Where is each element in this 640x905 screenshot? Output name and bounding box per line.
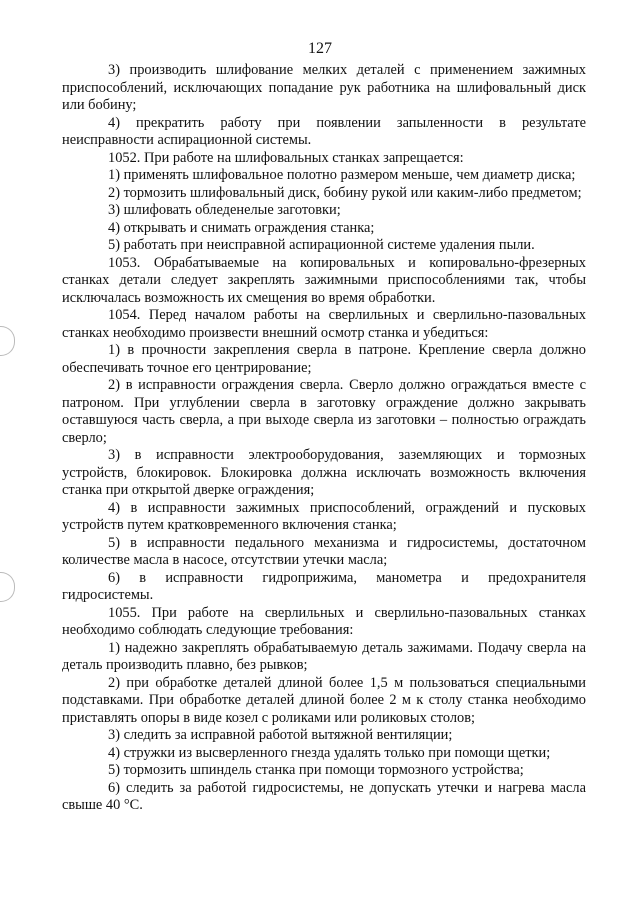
- paragraph: 3) производить шлифование мелких деталей с применением зажимных приспособлений, исключающих попадание рук работника на шлифовальный диск или бобину;: [62, 62, 586, 113]
- paragraph: 1054. Перед началом работы на сверлильных и сверлильно-пазовальных станках необходимо произвести внешний осмотр станка и убедиться:: [62, 307, 586, 341]
- paragraph: 4) прекратить работу при появлении запыленности в результате неисправности аспирационной системы.: [62, 114, 586, 148]
- paragraph: 1) надежно закреплять обрабатываемую деталь зажимами. Подачу сверла на деталь производить плавно, без рывков;: [62, 639, 586, 673]
- paragraph: 5) работать при неисправной аспирационной системе удаления пыли.: [108, 237, 535, 253]
- paragraph: 6) в исправности гидроприжима, манометра и предохранителя гидросистемы.: [62, 569, 586, 603]
- paragraph: 4) открывать и снимать ограждения станка;: [108, 219, 375, 236]
- paragraph: 1) применять шлифовальное полотно размером меньше, чем диаметр диска;: [108, 167, 576, 183]
- paragraph: 3) в исправности электрооборудования, заземляющих и тормозных устройств, блокировок. Блокировка должна исключать возможность включения станка при открытой дверке ограждения;: [62, 447, 586, 498]
- punch-hole-mark: [0, 326, 15, 356]
- paragraph: 3) следить за исправной работой вытяжной вентиляции;: [108, 727, 453, 743]
- paragraph: 6) следить за работой гидросистемы, не допускать утечки и нагрева масла свыше 40 °С.: [62, 779, 586, 813]
- punch-hole-mark: [0, 572, 15, 602]
- paragraph: 2) тормозить шлифовальный диск, бобину рукой или каким-либо предметом;: [108, 184, 582, 201]
- paragraph: 2) при обработке деталей длиной более 1,5 м пользоваться специальными подставками. При обработке деталей длиной более 2 м к столу станка необходимо приставлять опоры в виде козел с роликами или роликовых столов;: [62, 674, 586, 726]
- paragraph: 1052. При работе на шлифовальных станках запрещается:: [108, 149, 464, 166]
- paragraph: 4) в исправности зажимных приспособлений, ограждений и пусковых устройств путем кратковременного включения станка;: [62, 499, 586, 533]
- body-text: [62, 62, 586, 815]
- paragraph: 4) стружки из высверленного гнезда удалять только при помощи щетки;: [108, 744, 551, 761]
- paragraph: 1) в прочности закрепления сверла в патроне. Крепление сверла должно обеспечивать точное его центрирование;: [62, 342, 586, 376]
- paragraph: 5) тормозить шпиндель станка при помощи тормозного устройства;: [108, 762, 524, 778]
- paragraph: 2) в исправности ограждения сверла. Сверло должно ограждаться вместе с патроном. При углублении сверла в заготовку ограждение должно закрывать оставшуюся часть сверла, а при выходе сверла из заготовки – полностью ограждать сверло;: [62, 377, 586, 446]
- paragraph: 5) в исправности педального механизма и гидросистемы, достаточном количестве масла в насосе, отсутствии утечки масла;: [62, 534, 586, 568]
- paragraph: 3) шлифовать обледенелые заготовки;: [108, 202, 341, 218]
- page-number: 127: [308, 40, 332, 57]
- paragraph: 1055. При работе на сверлильных и сверлильно-пазовальных станках необходимо соблюдать следующие требования:: [62, 604, 586, 638]
- paragraph: 1053. Обрабатываемые на копировальных и копировально-фрезерных станках детали следует закреплять зажимными приспособлениями так, чтобы исключалась возможность их смещения во время обработки.: [62, 254, 586, 306]
